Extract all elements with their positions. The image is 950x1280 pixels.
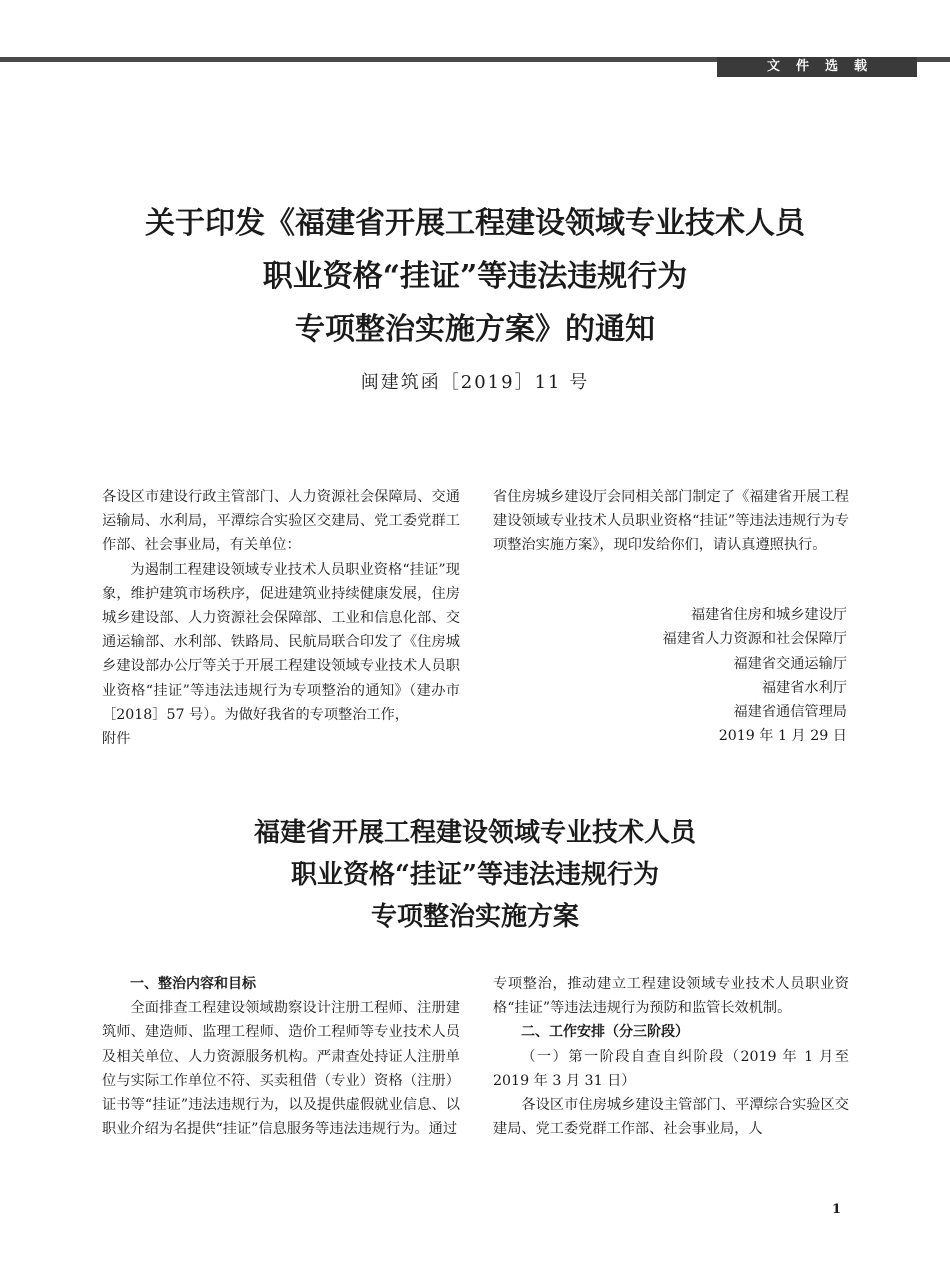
section-1-paragraph-continued: 专项整治，推动建立工程建设领域专业技术人员职业资格“挂证”等违法违规行为预防和监管长效机制。 xyxy=(493,976,849,1017)
signatory: 福建省通信管理局 xyxy=(733,704,847,721)
signatory: 福建省住房和城乡建设厅 xyxy=(690,607,847,623)
section-label: 文件选载 xyxy=(717,57,917,77)
annex-title xyxy=(60,812,890,938)
notice-title-line-3: 专项整治实施方案》的通知 xyxy=(295,312,655,347)
annex-left-column xyxy=(102,972,460,1141)
notice-title-line-1: 关于印发《福建省开展工程建设领域专业技术人员 xyxy=(145,206,805,241)
document-number: 闽建筑函［2019］11 号 xyxy=(360,372,590,393)
annex-right-column xyxy=(493,972,849,1141)
signatory: 福建省水利厅 xyxy=(761,679,847,696)
signature-block xyxy=(663,603,847,749)
signatory: 福建省交通运输厅 xyxy=(733,655,847,672)
annex-title-line-2: 职业资格“挂证”等违法违规行为 xyxy=(291,860,659,890)
stage-1-paragraph: 各设区市住房城乡建设主管部门、平潭综合实验区交建局、党工委党群工作部、社会事业局，人 xyxy=(493,1097,849,1138)
notice-date: 2019 年 1 月 29 日 xyxy=(718,728,847,745)
section-1-paragraph: 全面排查工程建设领域勘察设计注册工程师、注册建筑师、建造师、监理工程师、造价工程师等专业技术人员及相关单位、人力资源服务机构。严肃查处持证人注册单位与实际工作单位不符、买卖租借（专业）资格（注册）证书等“挂证”违法违规行为，以及提供虚假就业信息、以职业介绍为名提供“挂证”信息服务等违法违规行为。通过 xyxy=(102,1000,460,1138)
notice-title-line-2: 职业资格“挂证”等违法违规行为 xyxy=(262,259,688,294)
notice-title xyxy=(60,197,890,356)
page-number: 1 xyxy=(832,1202,842,1217)
notice-body-continued: 省住房城乡建设厅会同相关部门制定了《福建省开展工程建设领域专业技术人员职业资格“挂证”等违法违规行为专项整治实施方案》，现印发给你们，请认真遵照执行。 xyxy=(493,489,849,554)
annex-title-line-3: 专项整治实施方案 xyxy=(370,902,579,932)
notice-addressees: 各设区市建设行政主管部门、人力资源社会保障局、交通运输局、水利局，平潭综合实验区交建局、党工委党群工作部、社会事业局，有关单位： xyxy=(102,489,460,554)
section-heading-1: 一、整治内容和目标 xyxy=(130,976,256,992)
notice-attachment-label: 附件 xyxy=(102,731,131,748)
signatory: 福建省人力资源和社会保障厅 xyxy=(662,631,847,648)
notice-body: 为遏制工程建设领域专业技术人员职业资格“挂证”现象，维护建筑市场秩序，促进建筑业持续健康发展，住房城乡建设部、人力资源社会保障部、工业和信息化部、交通运输部、水利部、铁路局、民航局联合印发了《住房城乡建设部办公厅等关于开展工程建设领域专业技术人员职业资格“挂证”等违法违规行为专项整治的通知》（建办市［2018］57 号）。为做好我省的专项整治工作， xyxy=(102,561,460,723)
section-heading-2: 二、工作安排（分三阶段） xyxy=(521,1024,689,1041)
notice-left-column xyxy=(102,485,460,751)
annex-title-line-1: 福建省开展工程建设领域专业技术人员 xyxy=(253,818,696,848)
stage-1-heading: （一）第一阶段自查自纠阶段（2019 年 1 月至 2019 年 3 月 31 日） xyxy=(493,1048,849,1089)
notice-right-column xyxy=(493,485,849,558)
